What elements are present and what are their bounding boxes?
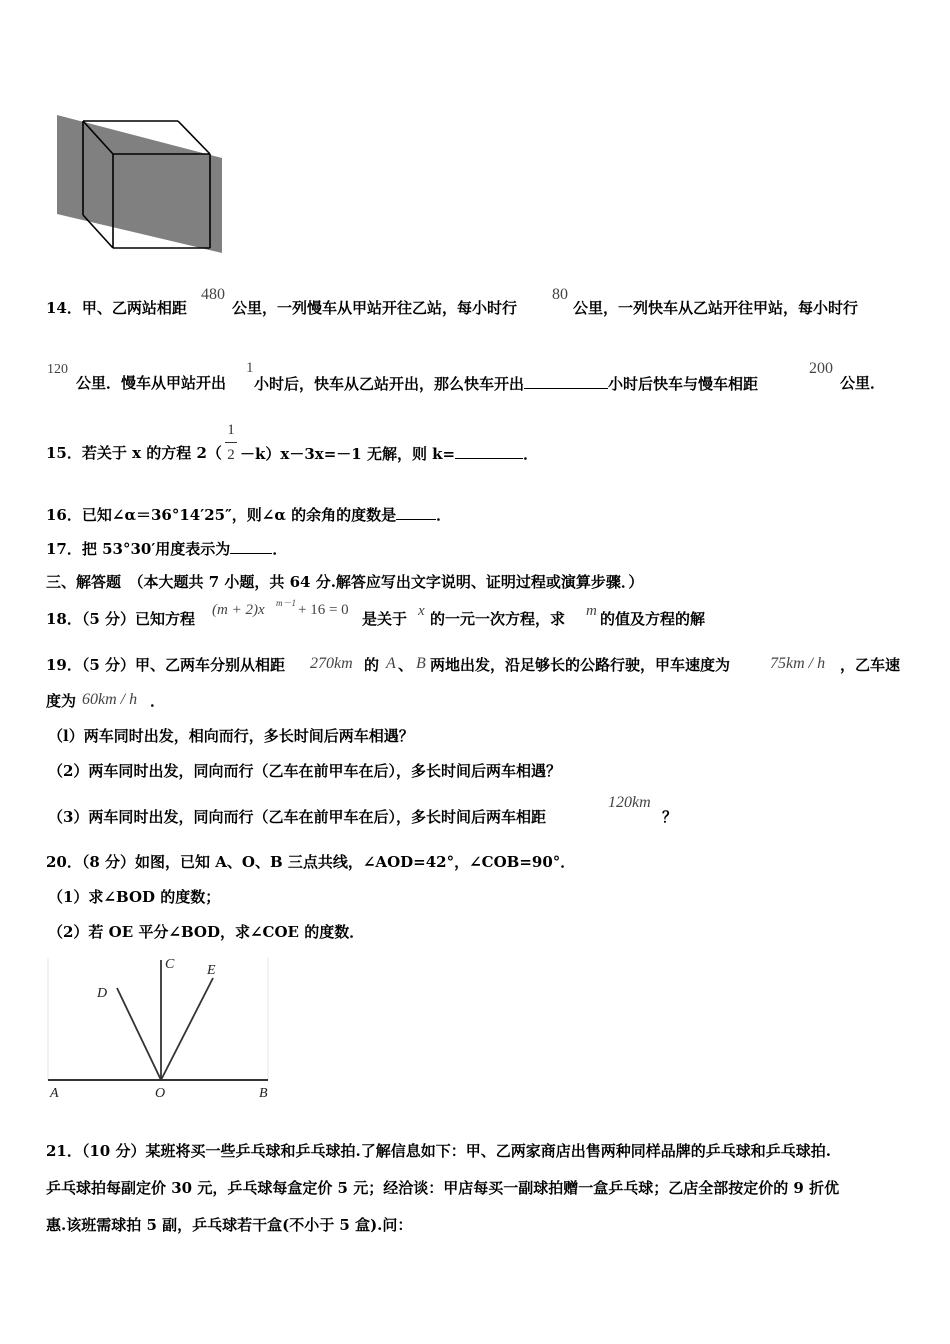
q19-sub-2: （2）两车同时出发，同向而行（乙车在前甲车在后），多长时间后两车相遇？ (48, 762, 561, 780)
q19-text-5: 度为 (46, 692, 77, 710)
ray-oe (161, 978, 213, 1080)
q19-distance: 270km (310, 655, 353, 672)
q18-equation-exp: m－1 (276, 598, 296, 608)
q16-text-1: 16．已知∠α＝36°14′25″，则∠α 的余角的度数是 (46, 506, 397, 524)
q18-text-1: 18．（5 分）已知方程 (46, 610, 196, 628)
q18-equation-right: + 16 = 0 (298, 602, 349, 618)
q14-speed-fast: 120 (47, 362, 68, 377)
q19-point-b: B (416, 655, 426, 672)
q14-distance: 480 (201, 286, 225, 303)
q19-point-a: A (386, 655, 396, 672)
q15-frac-den: 2 (227, 447, 235, 463)
q19-sub-1: （l）两车同时出发，相向而行，多长时间后两车相遇？ (48, 727, 414, 745)
q20-sub-1: （1）求∠BOD 的度数； (48, 888, 221, 906)
q18-text-2: 是关于 (362, 610, 408, 628)
q19-sub-3-end: ？ (662, 808, 678, 826)
q15-frac-num: 1 (227, 422, 235, 438)
q14-text-2: 公里，一列慢车从甲站开往乙站，每小时行 (232, 299, 518, 317)
ray-od (117, 988, 161, 1080)
q17-text-2: ． (272, 540, 288, 558)
label-e: E (207, 963, 216, 978)
q15-text-1: 15．若关于 x 的方程 2（ (46, 444, 222, 462)
q15-text-2: －k）x－3x=－1 无解，则 k= (240, 445, 456, 463)
q14-text-5: 小时后，快车从乙站开出，那么快车开出 (254, 375, 525, 393)
q18-text-4: 的值及方程的解 (600, 610, 706, 628)
q14-speed-slow: 80 (552, 286, 568, 303)
q18-text-3: 的一元一次方程，求 (430, 610, 566, 628)
label-d: D (97, 986, 108, 1001)
q19-text-2: 的 (364, 656, 380, 674)
q20-text: 20．（8 分）如图，已知 A、O、B 三点共线，∠AOD=42°，∠COB=90°． (46, 853, 576, 871)
q14-gap: 200 (809, 360, 833, 377)
q18-var-x: x (418, 603, 425, 619)
q14-text-3: 公里，一列快车从乙站开往甲站，每小时行 (573, 299, 859, 317)
q19-sep: 、 (398, 656, 414, 674)
label-b: B (259, 1086, 268, 1101)
q18-var-m: m (586, 603, 597, 619)
q20-sub-2: （2）若 OE 平分∠BOD，求∠COE 的度数． (48, 923, 365, 941)
q21-line-1: 21．（10 分）某班将买一些乒乓球和乒乓球拍.了解信息如下：甲、乙两家商店出售两种同样品牌的乒乓球和乒乓球拍. (46, 1142, 831, 1160)
q15-text-3: ． (523, 445, 539, 463)
q14-hours: 1 (246, 360, 254, 376)
section-3-heading: 三、解答题 （本大题共 7 小题，共 64 分.解答应写出文字说明、证明过程或演算步骤．） (46, 573, 644, 591)
q19-sub-3: （3）两车同时出发，同向而行（乙车在前甲车在后），多长时间后两车相距 (48, 808, 546, 826)
q19-text-1: 19．（5 分）甲、乙两车分别从相距 (46, 656, 286, 674)
q16-text-2: ． (436, 506, 452, 524)
q19-text-3: 两地出发，沿足够长的公路行驶，甲车速度为 (430, 656, 731, 674)
q14-text: 14．甲、乙两站相距 (46, 299, 187, 317)
q19-text-4: ，乙车速 (840, 656, 901, 674)
q21-line-2: 乒乓球拍每副定价 30 元，乒乓球每盒定价 5 元；经洽谈：甲店每买一副球拍赠一盒乒乓球；乙店全部按定价的 9 折优 (46, 1179, 840, 1197)
label-c: C (165, 957, 175, 972)
q17-text-1: 17．把 53°30′用度表示为 (46, 540, 231, 558)
q14-text-6: 小时后快车与慢车相距 (608, 375, 759, 393)
q18-equation-left: (m + 2)x (212, 602, 265, 618)
q19-text-6: ． (150, 692, 166, 710)
q19-sub-3-distance: 120km (608, 794, 651, 811)
label-a: A (50, 1086, 59, 1101)
q14-text-4: 公里．慢车从甲站开出 (76, 374, 227, 392)
q21-line-3: 惠.该班需球拍 5 副，乒乓球若干盒(不小于 5 盒).问： (46, 1216, 413, 1234)
q19-speed-2: 60km / h (82, 691, 138, 708)
q14-text-7: 公里． (840, 374, 886, 392)
label-o: O (155, 1086, 166, 1101)
q19-speed-1: 75km / h (770, 655, 826, 672)
